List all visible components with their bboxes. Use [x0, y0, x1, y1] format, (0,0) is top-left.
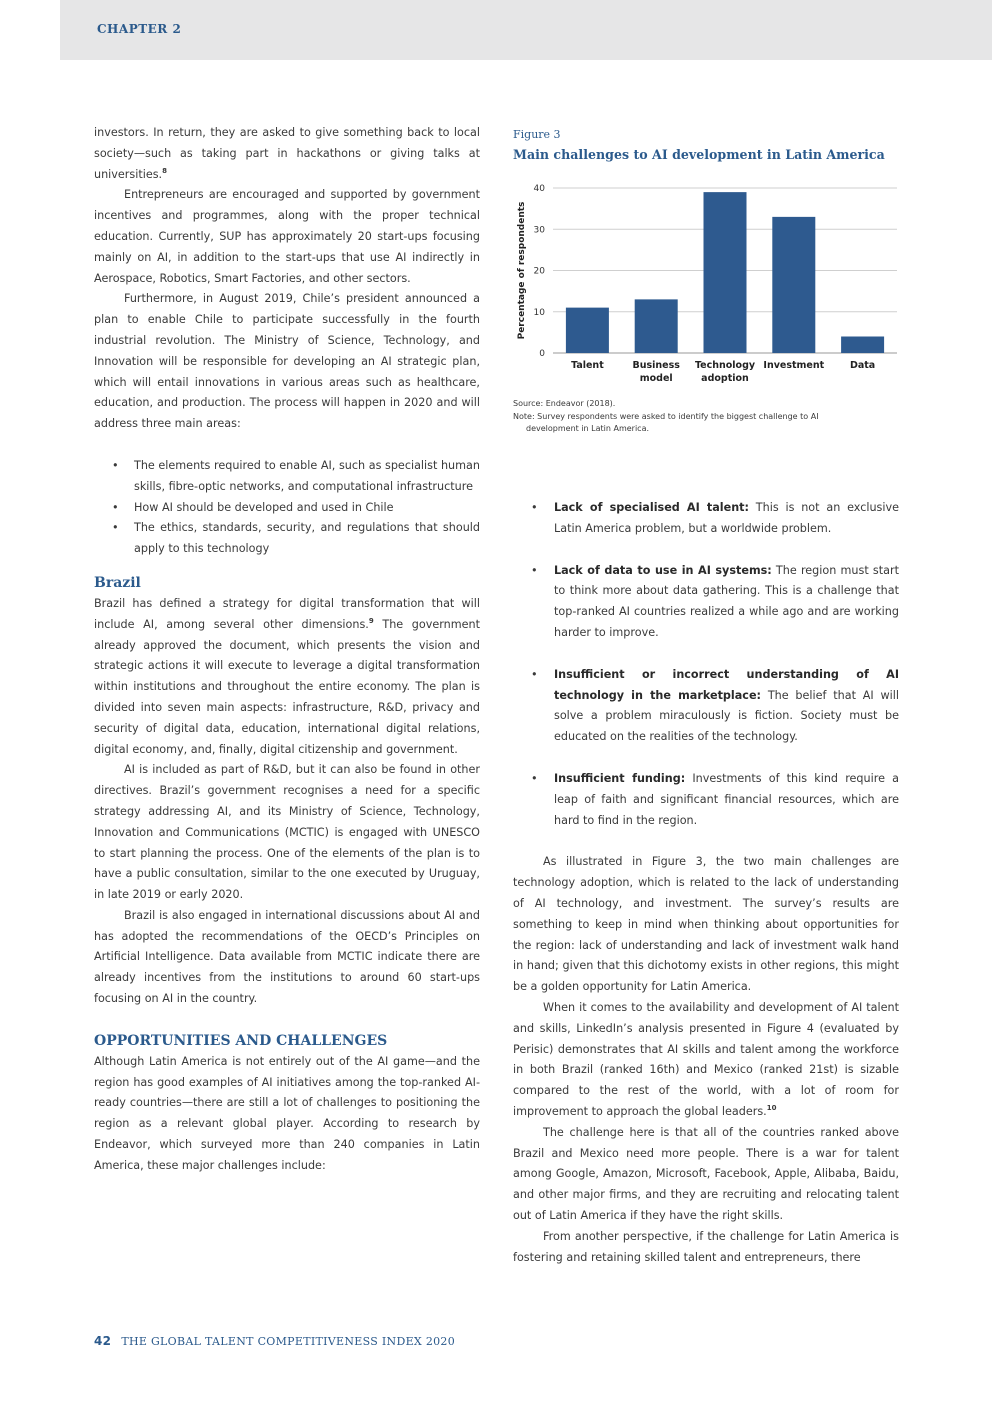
- footnote-ref[interactable]: 10: [766, 1103, 777, 1112]
- paragraph: [94, 123, 480, 185]
- paragraph: Brazil is also engaged in international discussions about AI and has adopted the recommendations of the OECD’s Principles on Artificial Intelligence. Data available from MCTIC indicate there are already incentives from the institutions to around 60 start-ups focusing on AI in the country.: [94, 908, 480, 1006]
- x-tick-label: Technology: [694, 360, 756, 371]
- x-tick-label: Talent: [571, 360, 604, 371]
- bar-business-model: [635, 299, 678, 353]
- header-band: [60, 0, 992, 60]
- bar-chart-svg: [513, 180, 903, 390]
- x-tick-label: Investment: [763, 360, 825, 371]
- figure-notes: [513, 398, 873, 436]
- paragraph-text: When it comes to the availability and development of AI talent and skills, LinkedIn’s analysis presented in Figure 4 (evaluated by Perisic) demonstrates that AI skills and talent among the workforce in both Brazil (ranked 16th) and Mexico (ranked 21st) is sizable compared to the rest of the world, with a lot of room for improvement to approach the global leaders.: [513, 1000, 899, 1118]
- page-footer: [94, 1334, 455, 1348]
- challenge-item: [513, 665, 899, 748]
- challenge-text: The region must start to think more about data gathering. This is a challenge that top-ranked AI countries realized a while ago and are working harder to improve.: [554, 563, 899, 639]
- challenge-item: [513, 561, 899, 644]
- footnote-ref[interactable]: 9: [368, 616, 374, 625]
- challenge-term: Lack of data to use in AI systems:: [554, 563, 772, 577]
- paragraph: [94, 594, 480, 760]
- footnote-ref[interactable]: 8: [162, 166, 167, 175]
- paragraph: Entrepreneurs are encouraged and supported by government incentives and programmes, along with the proper technical education. Currently, SUP has approximately 20 start-ups focusing mainly on AI, in addition to the start-ups that use AI indirectly in Aerospace, Robotics, Smart Factories, and other sectors.: [94, 188, 480, 285]
- bar-data: [841, 337, 884, 354]
- paragraph: AI is included as part of R&D, but it can also be found in other directives. Brazil’s government recognises a need for a specific strategy addressing AI, and its Ministry of Science, Technology, Innovation and Communications (MCTIC) is engaged with UNESCO to start planning the process. One of the elements of the plan is to have a public consultation, similar to the one executed by Uruguay, in late 2019 or early 2020.: [94, 763, 480, 902]
- x-tick-label: Business: [632, 360, 680, 371]
- paragraph-text: investors. In return, they are asked to give something back to local society—such as taking part in hackathons or giving talks at universities.: [94, 126, 480, 181]
- paragraph: The challenge here is that all of the countries ranked above Brazil and Mexico need more people. There is a war for talent among Google, Amazon, Microsoft, Facebook, Apple, Alibaba, Baidu, and other major firms, and they are recruiting and relocating talent out of Latin America if they have the right skills.: [513, 1125, 899, 1222]
- figure-source: Source: Endeavor (2018).: [513, 399, 616, 408]
- paragraph: As illustrated in Figure 3, the two main challenges are technology adoption, which is related to the lack of understanding of AI technology, and investment. The survey’s results are something to keep in mind when thinking about opportunities for the region: lack of understanding and lack of investment walk hand in hand; given that this dichotomy exists in other regions, this might be a golden opportunity for Latin America.: [513, 855, 899, 994]
- x-tick-label: adoption: [701, 373, 749, 384]
- challenge-term: Insufficient funding:: [554, 771, 686, 785]
- page-number: 42: [94, 1334, 112, 1348]
- bar-technology-adoption: [704, 192, 747, 353]
- y-tick-label: 30: [533, 225, 545, 236]
- challenge-text: The belief that AI will solve a problem miraculously is fiction. Society must be educated on the realities of the technology.: [554, 688, 899, 744]
- challenges-list: [513, 498, 899, 831]
- y-tick-label: 0: [539, 349, 545, 359]
- challenge-item: [513, 769, 899, 831]
- bar-investment: [772, 217, 815, 353]
- y-tick-label: 20: [533, 266, 545, 277]
- figure-note: Note: Survey respondents were asked to identify the biggest challenge to AI development in Latin America.: [513, 411, 819, 433]
- paragraph-text: The government already approved the document, which presents the vision and strategic actions it will execute to leverage a digital transformation within institutions and throughout the entire economy. The plan is divided into seven main aspects: infrastructure, R&D, privacy and security of digital data, education, international digital relations, digital economy, and, finally, digital citizenship and government.: [94, 617, 480, 756]
- section-heading-brazil: Brazil: [94, 574, 141, 591]
- paragraph: Although Latin America is not entirely out of the AI game—and the region has good examples of AI initiatives among the top-ranked AI-ready countries—there are still a lot of challenges to positioning the region as a relevant global player. According to research by Endeavor, which surveyed more than 240 companies in Latin America, these major challenges include:: [94, 1054, 480, 1172]
- y-axis-label: Percentage of respondents: [517, 201, 527, 340]
- figure-header: [513, 125, 899, 165]
- x-tick-label: model: [639, 373, 673, 384]
- list-item: • The ethics, standards, security, and regulations that should apply to this technology: [94, 518, 480, 560]
- bullet-list: [94, 456, 480, 560]
- paragraph: Furthermore, in August 2019, Chile’s president announced a plan to enable Chile to participate successfully in the fourth industrial revolution. The Ministry of Science, Technology, and Innovation will be responsible for developing an AI strategic plan, which will entail innovations in various areas such as healthcare, education, and production. The process will happen in 2020 and will address three main areas:: [94, 292, 480, 431]
- y-tick-label: 10: [533, 307, 545, 318]
- chapter-label: CHAPTER 2: [97, 22, 182, 36]
- left-column: [94, 123, 480, 1177]
- paragraph: From another perspective, if the challenge for Latin America is fostering and retaining skilled talent and entrepreneurs, there: [513, 1229, 899, 1264]
- challenge-item: [513, 498, 899, 540]
- challenge-text: This is not an exclusive Latin America problem, but a worldwide problem.: [554, 501, 899, 535]
- section-heading-opportunities: OPPORTUNITIES AND CHALLENGES: [94, 1032, 388, 1049]
- paragraph: [513, 998, 899, 1123]
- challenge-term: Lack of specialised AI talent:: [554, 501, 749, 514]
- y-tick-label: 40: [533, 184, 545, 194]
- challenge-term: Insufficient or incorrect understanding of AI technology in the marketplace:: [554, 667, 899, 702]
- figure-title: Main challenges to AI development in Latin America: [513, 147, 885, 162]
- list-item: • How AI should be developed and used in Chile: [94, 498, 480, 519]
- list-item: • The elements required to enable AI, such as specialist human skills, fibre-optic networks, and computational infrastructure: [94, 456, 480, 498]
- bar-chart: [513, 180, 903, 390]
- right-column: [513, 498, 899, 1268]
- bar-talent: [566, 308, 609, 353]
- challenge-text: Investments of this kind require a leap of faith and significant financial resources, which are hard to find in the region.: [554, 771, 899, 827]
- x-tick-label: Data: [849, 360, 876, 371]
- publication-title: THE GLOBAL TALENT COMPETITIVENESS INDEX 2020: [121, 1335, 456, 1348]
- paragraph-text: Brazil has defined a strategy for digital transformation that will include AI, among several other dimensions.: [94, 596, 480, 631]
- figure-label: Figure 3: [513, 128, 561, 141]
